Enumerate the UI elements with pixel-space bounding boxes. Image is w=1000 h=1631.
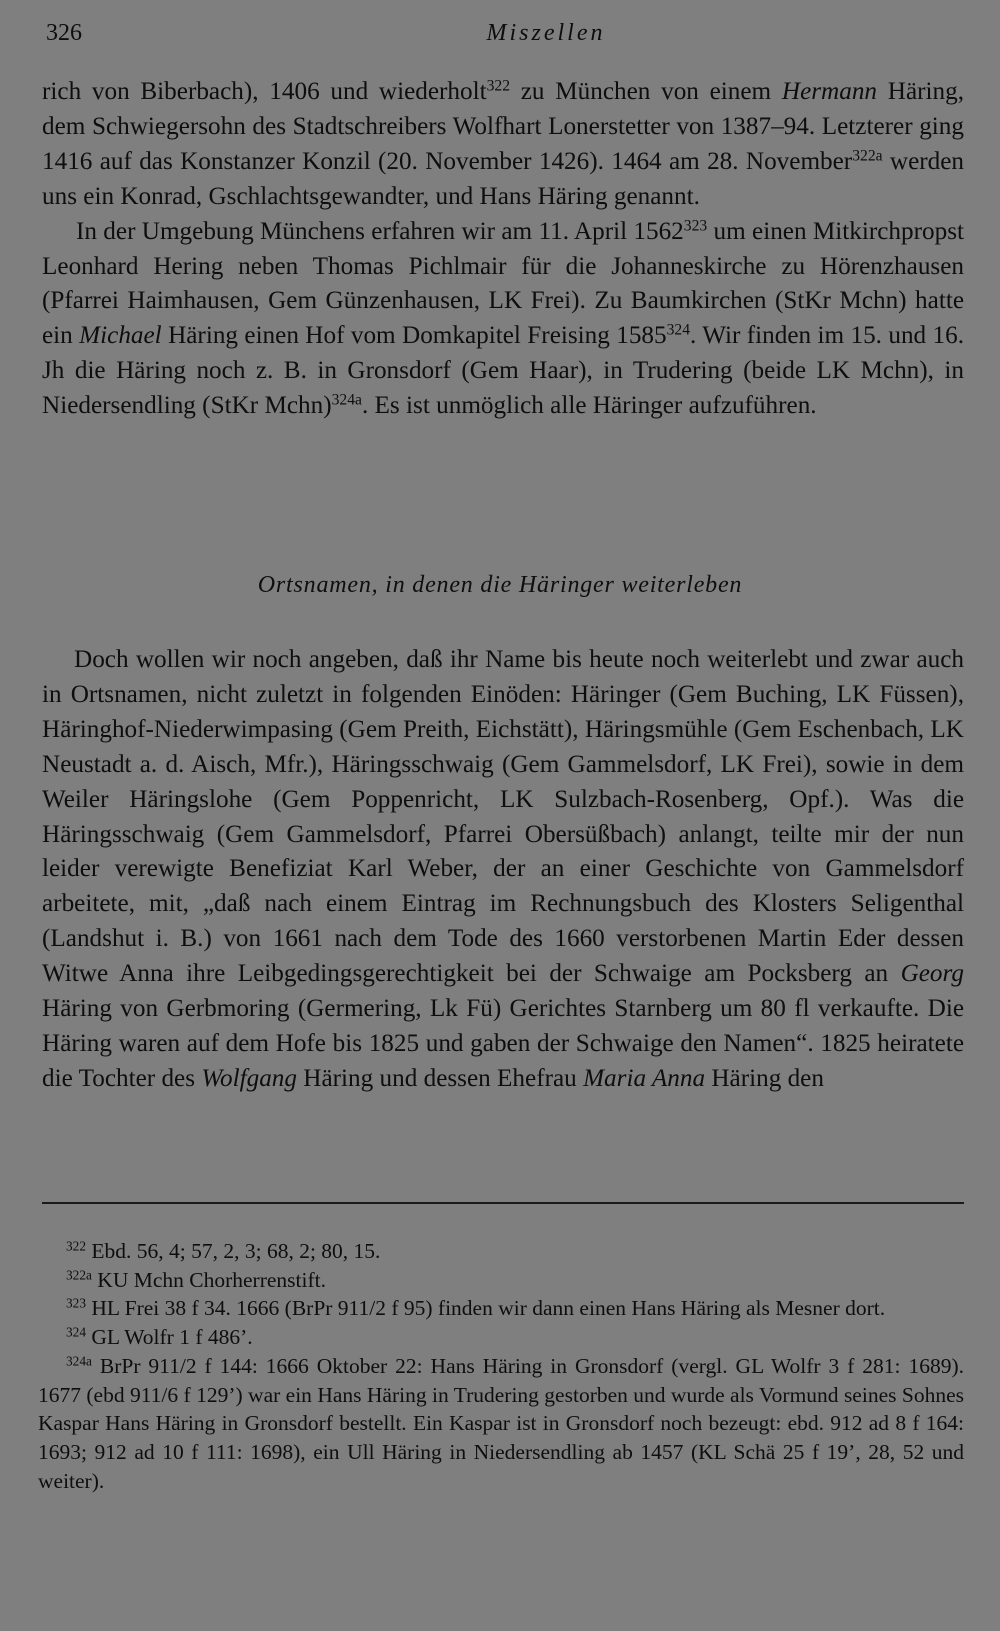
name-georg: Georg	[900, 960, 964, 988]
paragraph-ortsnamen: Doch wollen wir noch angeben, daß ihr Name bis heute noch weiterlebt und zwar auch in Ortsnamen, nicht zuletzt in folgenden Einöden: Häringer (Gem Buching, LK Füssen), Häringhof-Niederwimpasing (Gem Preith, Eichstätt), Häringsmühle (Gem Eschenbach, LK Neustadt a. d. Aisch, Mfr.), Häringsschwaig (Gem Gammelsdorf, LK Frei), sowie in dem Weiler Häringslohe (Gem Poppenricht, LK Sulzbach-Rosenberg, Opf.). Was die Häringsschwaig (Gem Gammelsdorf, Pfarrei Obersüßbach) anlangt, teilte mir der nun leider verewigte Benefiziat Karl Weber, der an einer Geschichte von Gammelsdorf arbeitete, mit, „daß nach einem Eintrag im Rechnungsbuch des Klosters Seligenthal (Landshut i. B.) von 1661 nach dem Tode des 1660 verstorbenen Martin Eder dessen Witwe Anna ihre Leibgedingsgerechtigkeit bei der Schwaige am Pocksberg an Georg Häring von Gerbmoring (Germering, Lk Fü) Gerichtes Starnberg um 80 fl verkaufte. Die Häring waren auf dem Hofe bis 1825 und gaben der Schwaige den Namen“. 1825 heiratete die Tochter des Wolfgang Häring und dessen Ehefrau Maria Anna Häring den	[42, 646, 964, 1092]
footnote-ref-323: 323	[683, 217, 708, 235]
name-michael: Michael	[79, 322, 162, 350]
footnote-ref-322: 322	[486, 77, 511, 95]
footnote-divider	[42, 1202, 964, 1204]
footnotes	[38, 1237, 964, 1495]
footnote-mark: 322a	[66, 1267, 92, 1283]
footnote-mark: 322	[66, 1238, 86, 1254]
footnote-mark: 324a	[66, 1353, 92, 1369]
name-wolfgang: Wolfgang	[201, 1064, 297, 1092]
name-hermann: Hermann	[781, 78, 878, 105]
paragraph-umgebung: In der Umgebung Münchens erfahren wir am 11. April 1562$^{323}$ um einen Mitkirchpropst Leonhard Hering neben Thomas Pichlmair für die Johanneskirche zu Hörenzhausen (Pfarrei Haimhausen, Gem Günzenhausen, LK Frei). Zu Baumkirchen (StKr Mchn) hatte ein Michael Häring einen Hof vom Domkapitel Freising 1585$^{324}$. Wir finden im 15. und 16. Jh die Häring noch z. B. in Gronsdorf (Gem Haar), in Trudering (beide LK Mchn), in Niedersendling (StKr Mchn)$^{324a}$. Es ist unmöglich alle Häringer aufzuführen.	[42, 217, 964, 420]
footnote-324a: $^{324a}$ BrPr 911/2 f 144: 1666 Oktober 22: Hans Häring in Gronsdorf (vergl. GL Wolfr 3 f 281: 1689). 1677 (ebd 911/6 f 129’) war ein Hans Häring in Trudering gestorben und wurde als Vormund seines Sohnes Kaspar Hans Häring in Gronsdorf bestellt. Ein Kaspar ist in Gronsdorf noch bezeugt: ebd. 912 ad 8 f 164: 1693; 912 ad 10 f 111: 1698), ein Ull Häring in Niedersendling ab 1457 (KL Schä 25 f 19’, 28, 52 und weiter).	[38, 1353, 964, 1493]
footnote-324: $^{324}$ GL Wolfr 1 f 486’.	[66, 1324, 253, 1350]
section-text	[42, 643, 964, 1097]
running-title: Miszellen	[486, 20, 606, 46]
name-maria-anna: Maria Anna	[583, 1064, 706, 1092]
body-text	[42, 75, 964, 424]
footnote-322a: $^{322a}$ KU Mchn Chorherrenstift.	[66, 1267, 326, 1292]
footnote-mark: 324	[66, 1324, 86, 1340]
paragraph-continuation: rich von Biberbach), 1406 und wiederholt$^{322}$ zu München von einem Hermann Häring, dem Schwiegersohn des Stadtschreibers Wolfhart Lonerstetter von 1387–94. Letzterer ging 1416 auf das Konstanzer Konzil (20. November 1426). 1464 am 28. November$^{322a}$ werden uns ein Konrad, Gschlachtsgewandter, und Hans Häring genannt.	[42, 77, 965, 210]
page-number: 326	[46, 20, 82, 46]
running-head	[46, 20, 966, 56]
footnote-ref-322a: 322a	[852, 147, 883, 165]
footnote-322: $^{322}$ Ebd. 56, 4; 57, 2, 3; 68, 2; 80, 15.	[66, 1238, 381, 1263]
footnote-ref-324a: 324a	[331, 391, 362, 409]
section-heading: Ortsnamen, in denen die Häringer weiterleben	[257, 572, 743, 598]
footnote-ref-324: 324	[666, 321, 691, 339]
footnote-323: $^{323}$ HL Frei 38 f 34. 1666 (BrPr 911/2 f 95) finden wir dann einen Hans Häring als Mesner dort.	[66, 1296, 886, 1321]
footnote-mark: 323	[66, 1296, 86, 1312]
